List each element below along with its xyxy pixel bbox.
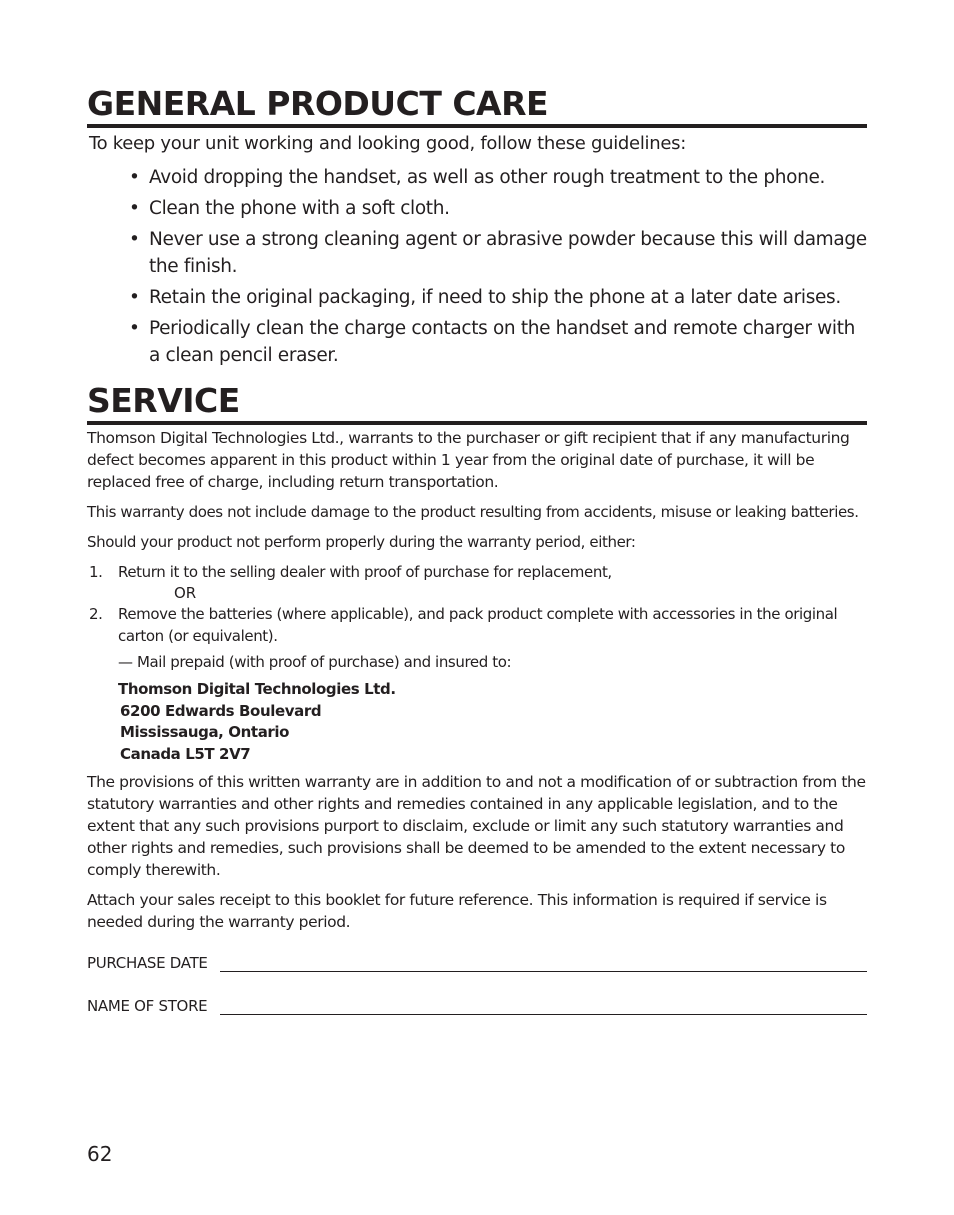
mailing-address — [87, 679, 867, 765]
purchase-date-label: PURCHASE DATE — [87, 954, 208, 972]
statutory-paragraph: The provisions of this written warranty are in addition to and not a modification of or subtraction from the statutory warranties and other rights and remedies contained in any applicable legislation, and to the extent that any such provisions purport to disclaim, exclude or limit any such statutory warranties and other rights and remedies, such provisions shall be deemed to be amended to the extent necessary to comply therewith. — [87, 773, 866, 879]
purchase-date-line — [220, 953, 867, 972]
care-bullet-text: Periodically clean the charge contacts on the handset and remote charger with a clean pencil eraser. — [149, 318, 855, 366]
step-item — [87, 603, 867, 647]
bullet-icon: • — [129, 167, 140, 188]
warranty-paragraph: Thomson Digital Technologies Ltd., warrants to the purchaser or gift recipient that if any manufacturing defect becomes apparent in this product within 1 year from the original date of purchase, it will be replaced free of charge, including return transportation. — [87, 429, 850, 491]
care-bullet-list — [87, 164, 867, 369]
store-name-line — [220, 996, 867, 1015]
address-line: 6200 Edwards Boulevard — [120, 701, 322, 720]
store-name-label: NAME OF STORE — [87, 997, 208, 1015]
care-bullet-item — [129, 164, 867, 191]
care-bullet-text: Clean the phone with a soft cloth. — [149, 198, 450, 219]
address-line: Thomson Digital Technologies Ltd. — [118, 680, 396, 698]
service-steps — [87, 603, 867, 647]
page-number: 62 — [87, 1142, 113, 1166]
service-steps — [87, 561, 867, 583]
care-bullet-text: Never use a strong cleaning agent or abrasive powder because this will damage the finish. — [149, 229, 867, 277]
procedure-paragraph: Should your product not perform properly during the warranty period, either: — [87, 533, 636, 551]
care-bullet-item — [129, 284, 867, 311]
bullet-icon: • — [129, 318, 140, 339]
care-bullet-item — [129, 226, 867, 280]
page-content — [87, 84, 867, 1015]
step-text: Return it to the selling dealer with proof of purchase for replacement, — [118, 563, 612, 581]
step-item — [87, 561, 867, 583]
service-heading: SERVICE — [87, 381, 867, 425]
step-number: 1. — [89, 563, 103, 581]
step-text: Remove the batteries (where applicable), and pack product complete with accessories in the original carton (or equivalent). — [118, 605, 838, 645]
mail-instruction: — Mail prepaid (with proof of purchase) and insured to: — [118, 653, 512, 671]
step-number: 2. — [89, 605, 103, 623]
receipt-paragraph: Attach your sales receipt to this booklet for future reference. This information is required if service is needed during the warranty period. — [87, 891, 827, 931]
bullet-icon: • — [129, 229, 140, 250]
or-label: OR — [174, 584, 197, 602]
care-bullet-item — [129, 315, 867, 369]
purchase-date-field — [87, 953, 867, 972]
bullet-icon: • — [129, 198, 140, 219]
bullet-icon: • — [129, 287, 140, 308]
care-bullet-text: Avoid dropping the handset, as well as other rough treatment to the phone. — [149, 167, 826, 188]
address-line: Mississauga, Ontario — [120, 723, 290, 741]
care-heading: GENERAL PRODUCT CARE — [87, 84, 867, 128]
address-line: Canada L5T 2V7 — [120, 744, 251, 763]
care-bullet-item — [129, 195, 867, 222]
care-bullet-text: Retain the original packaging, if need to ship the phone at a later date arises. — [149, 287, 841, 308]
store-name-field — [87, 996, 867, 1015]
care-intro: To keep your unit working and looking good, follow these guidelines: — [89, 133, 686, 154]
exclusion-paragraph: This warranty does not include damage to the product resulting from accidents, misuse or leaking batteries. — [87, 503, 859, 521]
